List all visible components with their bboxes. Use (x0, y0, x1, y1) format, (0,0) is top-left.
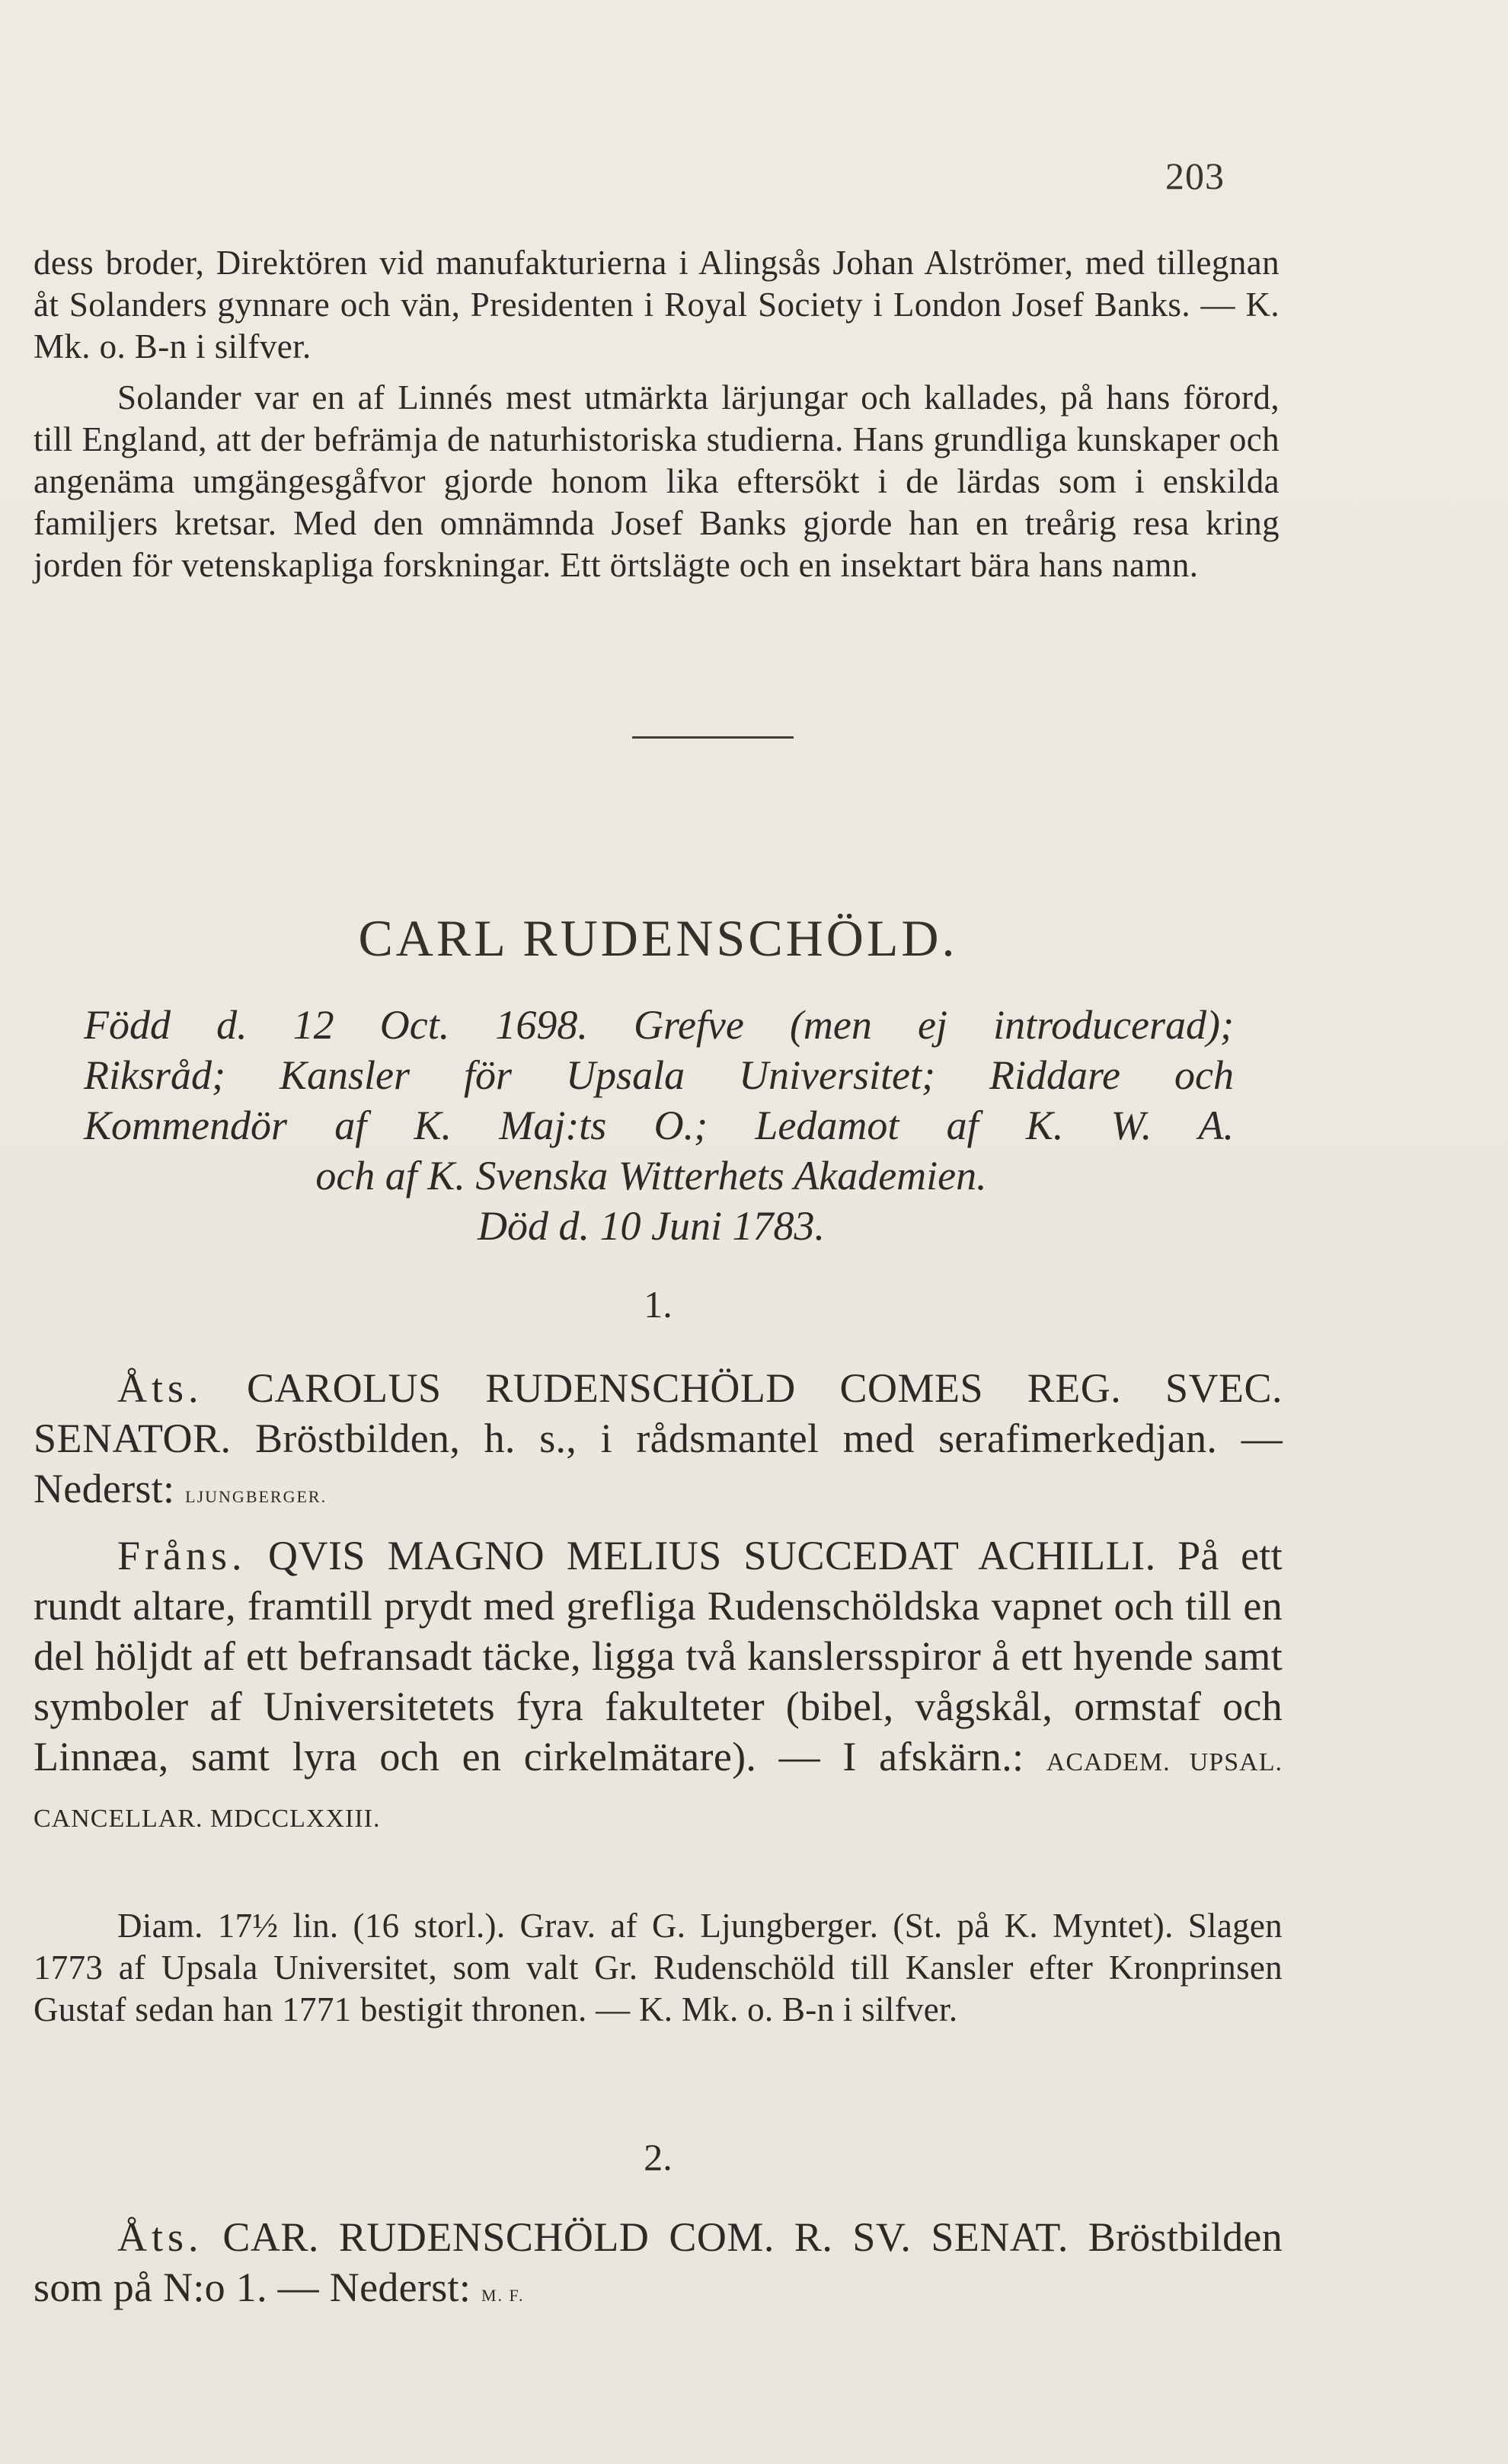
bio-line: och af K. Svenska Witterhets Akademien. (315, 1153, 987, 1198)
medal-reverse (34, 1530, 1283, 1844)
medal-obverse (34, 1363, 1283, 1522)
obverse-label: Åts. (117, 1365, 203, 1411)
bio-line: Född d. 12 Oct. 1698. Grefve (men ej introducerad); (84, 1002, 1234, 1048)
obverse-description: Bröstbilden som på N:o 1. — Nederst: (34, 2214, 1283, 2310)
section-heading: CARL RUDENSCHÖLD. (358, 909, 958, 967)
medal-note-text: Diam. 17½ lin. (16 storl.). Grav. af G. Ljungberger. (St. på K. Myntet). Slagen 1773 af Upsala Universitet, som valt Gr. Rudenschöld till Kansler efter Kronprinsen Gustaf sedan han 1771 bestigit thronen. — K. Mk. o. B-n i silfver. (34, 1907, 1283, 2028)
reverse-exergue: ACADEM. UPSAL. CANCELLAR. MDCCLXXIII. (34, 1748, 1283, 1833)
obverse-description: Bröstbilden, h. s., i rådsmantel med serafimerkedjan. — Nederst: (34, 1416, 1283, 1511)
medal-note (34, 1905, 1283, 2031)
obverse-legend: CAR. RUDENSCHÖLD COM. R. SV. SENAT. (222, 2214, 1069, 2260)
medal-obverse (34, 2212, 1283, 2321)
biography (84, 1000, 1234, 1251)
bio-line: Kommendör af K. Maj:ts O.; Ledamot af K. W. A. (84, 1103, 1234, 1148)
bio-line: Riksråd; Kansler för Upsala Universitet; Riddare och (84, 1052, 1234, 1098)
reverse-legend: QVIS MAGNO MELIUS SUCCEDAT ACHILLI. (267, 1533, 1156, 1578)
bio-line: Död d. 10 Juni 1783. (478, 1203, 825, 1249)
section-divider (632, 736, 794, 739)
obverse-label: Åts. (117, 2214, 203, 2260)
page-number: 203 (1165, 155, 1225, 197)
reverse-description: På ett rundt altare, framtill prydt med grefliga Rudenschöldska vapnet och till en del höljdt af ett befransadt täcke, ligga två kanslersspiror å ett hyende samt symboler af Universitetets fyra fakulteter (bibel, vågskål, ormstaf och Linnæa, samt lyra och en cirkelmätare). — I afskärn.: (34, 1533, 1283, 1779)
medal-number: 2. (644, 2136, 673, 2178)
engraver-signature: LJUNGBERGER. (185, 1487, 327, 1506)
obverse-legend: CAROLUS RUDENSCHÖLD COMES REG. SVEC. SENATOR. (34, 1365, 1283, 1461)
engraver-signature: M. F. (481, 2286, 525, 2305)
reverse-label: Fråns. (117, 1533, 247, 1578)
intro-paragraph: dess broder, Direktören vid manufakturierna i Alingsås Johan Alströmer, med tillegnan åt Solanders gynnare och vän, Presidenten i Royal Society i London Josef Banks. — K. Mk. o. B-n i silfver. (34, 244, 1280, 365)
intro-text (34, 242, 1280, 586)
medal-number: 1. (644, 1283, 673, 1326)
intro-paragraph: Solander var en af Linnés mest utmärkta lärjungar och kallades, på hans förord, till England, att der befrämja de naturhistoriska studierna. Hans grundliga kunskaper och angenäma umgängesgåfvor gjorde honom lika eftersökt i de lärdas som i enskilda familjers kretsar. Med den omnämnda Josef Banks gjorde han en treårig resa kring jorden för vetenskapliga forskningar. Ett örtslägte och en insektart bära hans namn. (34, 378, 1280, 584)
